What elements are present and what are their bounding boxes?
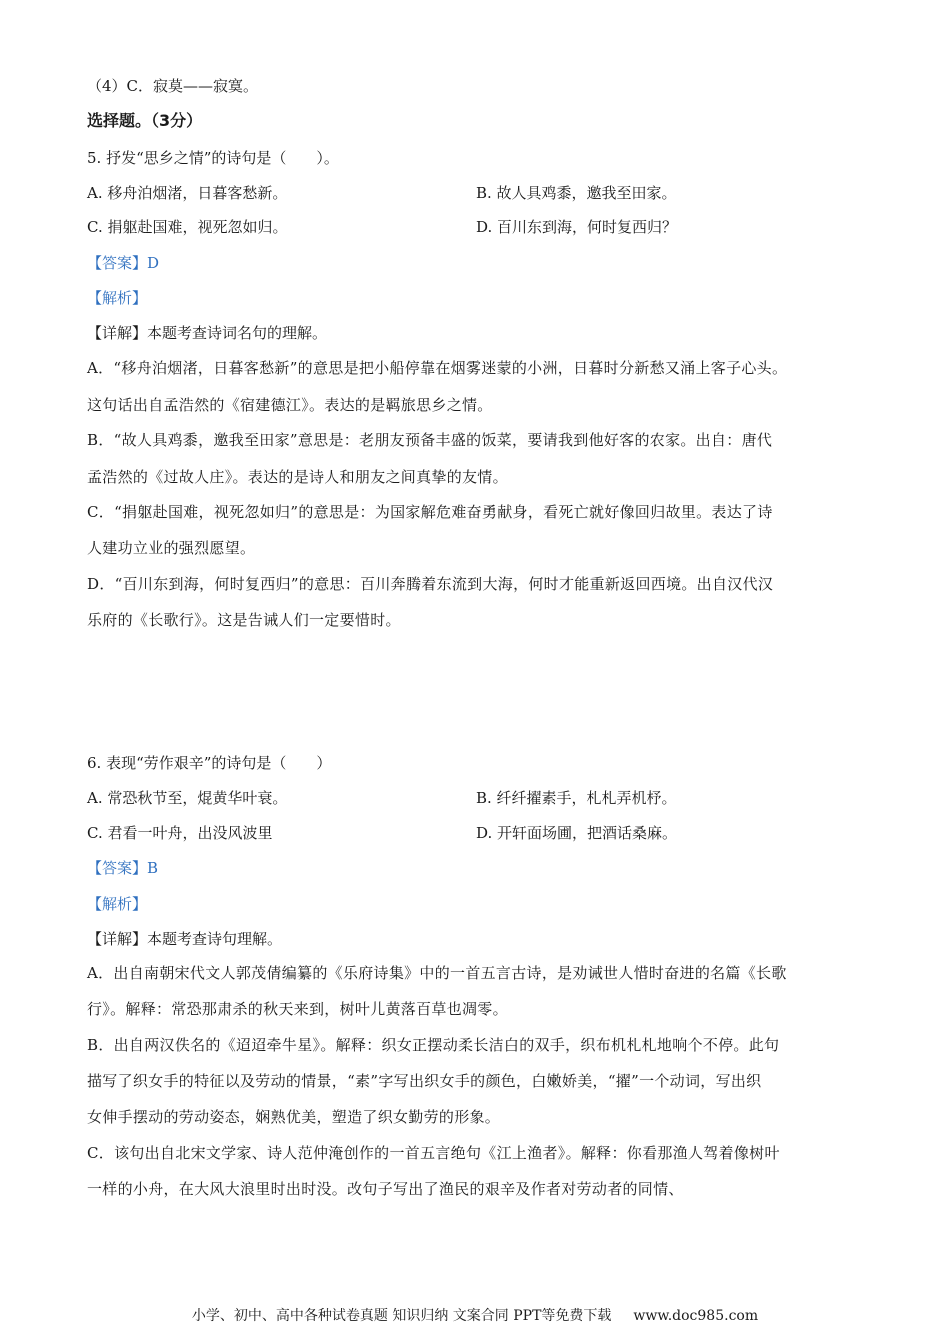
q6-detail-intro: 本题考查诗句理解。 — [147, 930, 283, 948]
q6-analysis-line: A．出自南朝宋代文人郭茂倩编纂的《乐府诗集》中的一首五言古诗，是劝诫世人惜时奋进的名篇《长歌 — [87, 964, 787, 982]
q6-analysis-label: 【解析】 — [87, 895, 148, 913]
q5-analysis-label: 【解析】 — [87, 289, 148, 307]
section-heading: 选择题。（3分） — [87, 111, 203, 130]
page-footer — [0, 1307, 950, 1325]
q5-detail-row — [87, 323, 862, 343]
q5-analysis-line: 孟浩然的《过故人庄》。表达的是诗人和朋友之间真挚的友情。 — [87, 468, 508, 486]
q5-stem: 5. 抒发“思乡之情”的诗句是（ ）。 — [87, 149, 339, 167]
q6-analysis-line: C．该句出自北宋文学家、诗人范仲淹创作的一首五言绝句《江上渔者》。解释：你看那渔人驾着像树叶 — [87, 1144, 780, 1162]
q6-analysis-line: B．出自两汉佚名的《迢迢牵牛星》。解释：织女正摆动柔长洁白的双手，织布机札札地响个不停。此句 — [87, 1036, 780, 1054]
q6-analysis-line: 行》。解释：常恐那肃杀的秋天来到，树叶儿黄落百草也凋零。 — [87, 1000, 508, 1018]
q6-detail-row — [87, 929, 862, 949]
q6-analysis-line: 女伸手摆动的劳动姿态，娴熟优美，塑造了织女勤劳的形象。 — [87, 1108, 501, 1126]
q5-detail-intro: 本题考查诗词名句的理解。 — [147, 324, 328, 342]
q5-analysis-line: 乐府的《长歌行》。这是告诫人们一定要惜时。 — [87, 611, 401, 629]
q6-answer-value: B — [147, 859, 159, 877]
q5-option-a: A. 移舟泊烟渚，日暮客愁新。 — [87, 184, 288, 202]
q5-answer-row — [87, 253, 862, 273]
q6-option-a: A. 常恐秋节至，焜黄华叶衰。 — [87, 789, 288, 807]
q5-analysis-line: B．“故人具鸡黍，邀我至田家”意思是：老朋友预备丰盛的饭菜，要请我到他好客的农家。出自：唐代 — [87, 431, 773, 449]
q5-analysis-line: 人建功立业的强烈愿望。 — [87, 539, 256, 557]
q6-answer-label: 【答案】 — [87, 859, 148, 877]
q6-stem: 6. 表现“劳作艰辛”的诗句是（ ） — [87, 754, 332, 772]
footer-text: 小学、初中、高中各种试卷真题 知识归纳 文案合同 PPT等免费下载 — [191, 1308, 612, 1324]
q5-option-c: C. 捐躯赴国难，视死忽如归。 — [87, 218, 288, 236]
footer-site-link[interactable]: www.doc985.com — [633, 1308, 759, 1324]
q5-analysis-line: C．“捐躯赴国难，视死忽如归”的意思是：为国家解危难奋勇献身，看死亡就好像回归故里。表达了诗 — [87, 503, 773, 521]
q5-analysis-line: 这句话出自孟浩然的《宿建德江》。表达的是羁旅思乡之情。 — [87, 396, 493, 414]
previous-answer-line: （4）C．寂莫——寂寞。 — [87, 77, 259, 95]
q5-analysis-line: A．“移舟泊烟渚，日暮客愁新”的意思是把小船停靠在烟雾迷蒙的小洲，日暮时分新愁又涌上客子心头。 — [87, 359, 788, 377]
q5-option-d: D. 百川东到海，何时复西归？ — [476, 218, 678, 236]
q6-option-c: C. 君看一叶舟，出没风波里 — [87, 824, 273, 842]
q6-detail-label: 【详解】 — [87, 930, 148, 948]
q5-answer-value: D — [147, 254, 160, 272]
q6-option-d: D. 开轩面场圃，把酒话桑麻。 — [476, 824, 678, 842]
q5-answer-label: 【答案】 — [87, 254, 148, 272]
q6-option-b: B. 纤纤擢素手，札札弄机杼。 — [476, 789, 677, 807]
q6-analysis-line: 描写了织女手的特征以及劳动的情景，“素”字写出织女手的颜色，白嫩娇美，“擢”一个动词，写出织 — [87, 1072, 762, 1090]
q5-analysis-line: D．“百川东到海，何时复西归”的意思：百川奔腾着东流到大海，何时才能重新返回西境。出自汉代汉 — [87, 575, 774, 593]
q6-answer-row — [87, 858, 862, 878]
q5-detail-label: 【详解】 — [87, 324, 148, 342]
q6-analysis-line: 一样的小舟，在大风大浪里时出时没。改句子写出了渔民的艰辛及作者对劳动者的同情、 — [87, 1180, 684, 1198]
q5-option-b: B. 故人具鸡黍，邀我至田家。 — [476, 184, 677, 202]
